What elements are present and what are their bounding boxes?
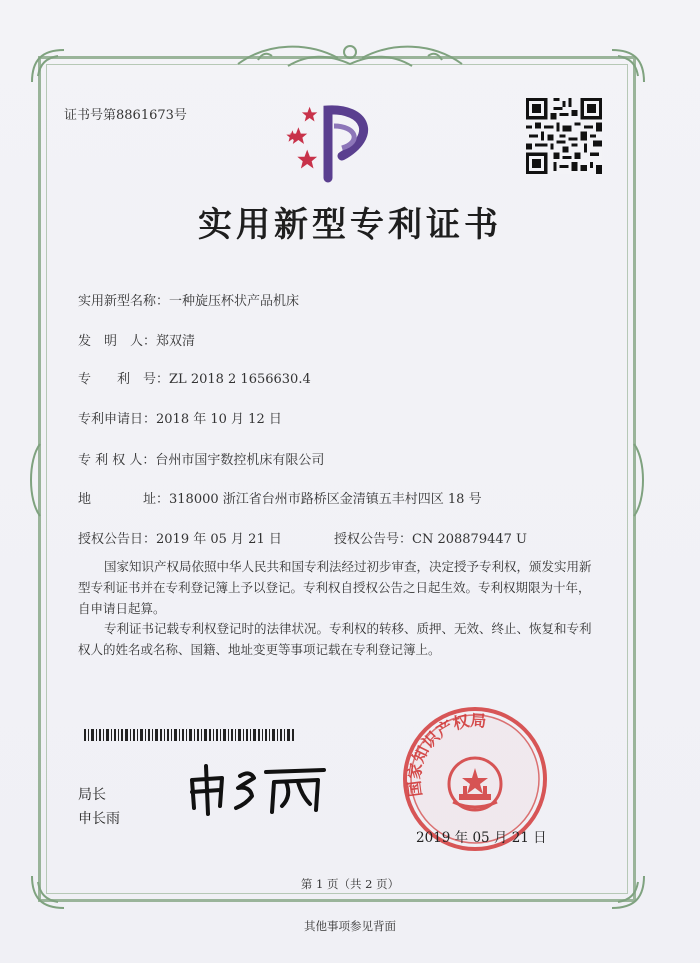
- field-label: 实用新型名称：: [78, 294, 170, 309]
- field-grant-publication-number: [334, 528, 527, 547]
- legal-paragraph-2: 专利证书记载专利权登记时的法律状况。专利权的转移、质押、无效、终止、恢复和专利权人的姓名或名称、国籍、地址变更等事项记载在专利登记簿上。: [78, 621, 592, 657]
- field-address: [78, 488, 482, 507]
- field-grant-date: [78, 528, 282, 547]
- field-label: 授权公告日：: [78, 532, 157, 547]
- field-inventor: [78, 330, 195, 349]
- field-utility-model-name: [78, 290, 299, 309]
- field-patentee: [78, 449, 324, 468]
- cnipa-logo-icon: [286, 96, 386, 186]
- certificate-number: [64, 104, 187, 123]
- field-value: ZL 2018 2 1656630.4: [169, 372, 311, 387]
- footer-note: 其他事项参见背面: [304, 919, 396, 933]
- field-label: 专 利 号：: [78, 372, 170, 387]
- cert-number-value: 8861673: [116, 108, 174, 123]
- field-value: 台州市国宇数控机床有限公司: [155, 453, 325, 468]
- field-value: 郑双清: [156, 334, 196, 349]
- page-indicator: 第 1 页（共 2 页）: [300, 877, 400, 891]
- side-ornament-icon: [628, 440, 650, 520]
- director-title: 局长: [78, 787, 106, 803]
- top-ornament-icon: [228, 36, 472, 72]
- side-ornament-icon: [24, 440, 46, 520]
- legal-paragraph-1: 国家知识产权局依照中华人民共和国专利法经过初步审查，决定授予专利权，颁发实用新型专利证书并在专利登记簿上予以登记。专利权自授权公告之日起生效。专利权期限为十年，自申请日起算。: [78, 559, 592, 616]
- cert-number-prefix: 证书号第: [64, 108, 117, 123]
- handwritten-signature-icon: [186, 762, 336, 817]
- qr-code-icon: [526, 98, 602, 174]
- seal-date: 2019 年 05 月 21 日: [416, 830, 547, 846]
- field-label: 授权公告号：: [334, 532, 413, 547]
- director-name: 申长雨: [78, 811, 120, 827]
- field-value: 一种旋压杯状产品机床: [169, 294, 300, 309]
- field-value: 318000 浙江省台州市路桥区金清镇五丰村四区 18 号: [169, 492, 482, 507]
- field-label: 发 明 人：: [78, 334, 157, 349]
- field-label: 地 址：: [78, 492, 170, 507]
- field-value: 2018 年 10 月 12 日: [156, 412, 282, 427]
- certificate-title: 实用新型专利证书: [198, 205, 502, 245]
- corner-ornament-icon: [28, 46, 68, 86]
- field-label: 专利申请日：: [78, 412, 157, 427]
- barcode-icon: [84, 729, 294, 741]
- cert-number-suffix: 号: [173, 108, 187, 123]
- field-label: 专 利 权 人：: [78, 453, 156, 468]
- field-patent-number: [78, 368, 311, 387]
- field-application-date: [78, 408, 282, 427]
- field-value: 2019 年 05 月 21 日: [156, 532, 282, 547]
- field-value: CN 208879447 U: [412, 532, 527, 547]
- seal-arc-text: 国家知识产权局: [404, 710, 487, 798]
- corner-ornament-icon: [608, 46, 648, 86]
